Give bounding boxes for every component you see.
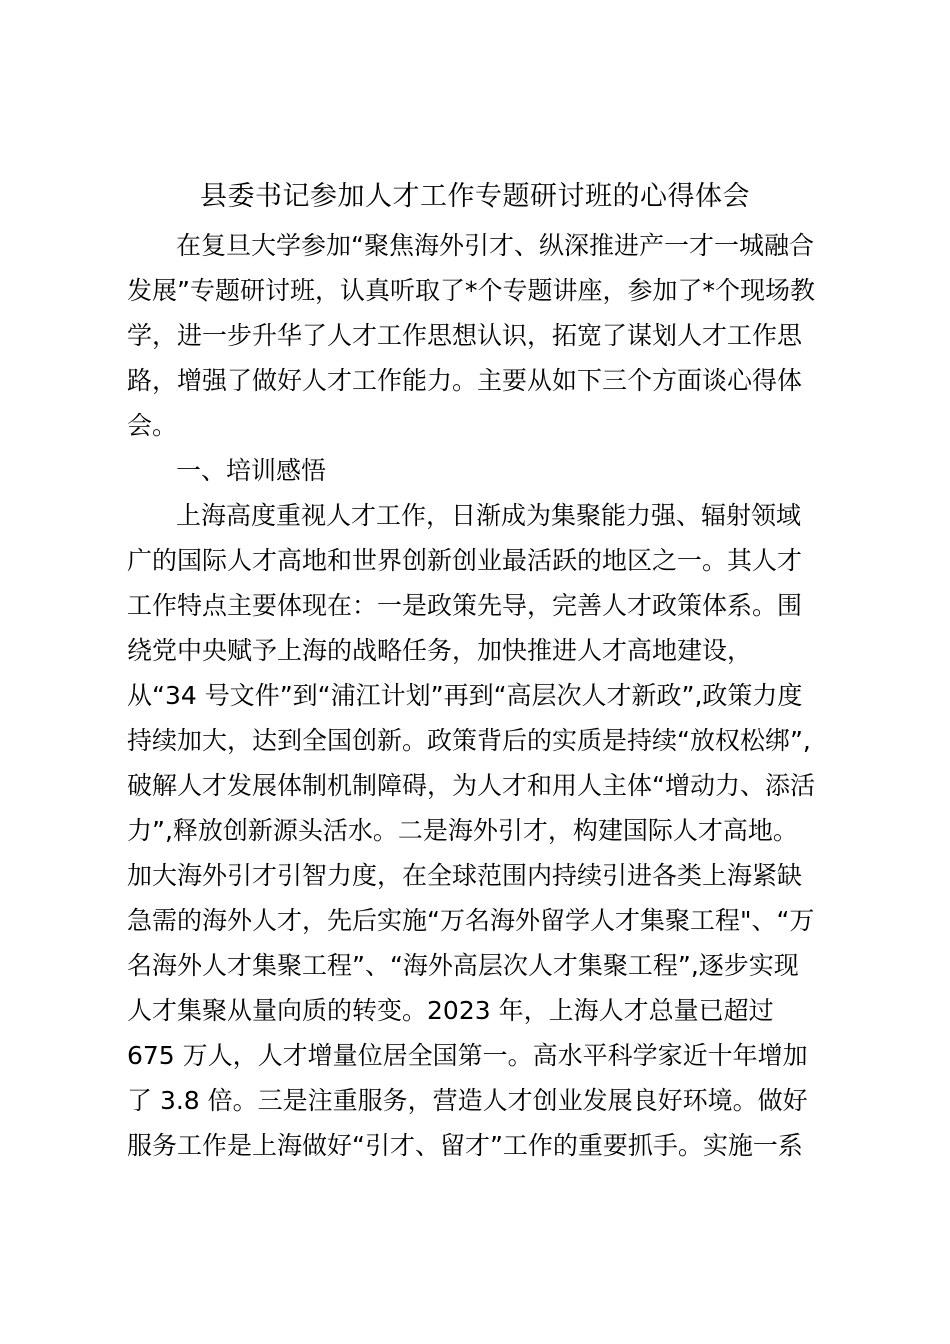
paragraph-line: 名海外人才集聚工程”、“海外高层次人才集聚工程”,逐步实现 (127, 951, 799, 980)
paragraph-line: 破解人才发展体制机制障碍，为人才和用人主体“增动力、添活 (127, 771, 815, 800)
paragraph-line: 上海高度重视人才工作，日渐成为集聚能力强、辐射领域 (176, 501, 802, 530)
paragraph-line: 学，进一步升华了人才工作思想认识，拓宽了谋划人才工作思 (127, 321, 803, 350)
paragraph-line: 人才集聚从量向质的转变。2023 年，上海人才总量已超过 (127, 996, 774, 1025)
paragraph-line: 绕党中央赋予上海的战略任务，加快推进人才高地建设， (127, 636, 753, 665)
document-title: 县委书记参加人才工作专题研讨班的心得体会 (200, 181, 750, 212)
paragraph-line: 在复旦大学参加“聚焦海外引才、纵深推进产一才一城融合 (176, 231, 814, 260)
paragraph-line: 力”,释放创新源头活水。二是海外引才，构建国际人才高地。 (127, 816, 798, 845)
paragraph-line: 持续加大，达到全国创新。政策背后的实质是持续“放权松绑”, (127, 726, 811, 755)
paragraph-line: 发展”专题研讨班，认真听取了*个专题讲座，参加了*个现场教 (127, 276, 815, 305)
paragraph-line: 服务工作是上海做好“引才、留才”工作的重要抓手。实施一系 (127, 1131, 803, 1160)
paragraph-line: 广的国际人才高地和世界创新创业最活跃的地区之一。其人才 (127, 546, 803, 575)
paragraph-line: 加大海外引才引智力度，在全球范围内持续引进各类上海紧缺 (127, 861, 803, 890)
paragraph-line: 了 3.8 倍。三是注重服务，营造人才创业发展良好环境。做好 (127, 1086, 808, 1115)
paragraph-line: 会。 (127, 411, 178, 440)
paragraph-line: 675 万人，人才增量位居全国第一。高水平科学家近十年增加 (127, 1041, 808, 1070)
paragraph-line: 从“34 号文件”到“浦江计划”再到“高层次人才新政”,政策力度 (127, 681, 803, 710)
paragraph-line: 工作特点主要体现在：一是政策先导，完善人才政策体系。围 (127, 591, 803, 620)
section-heading: 一、培训感悟 (176, 456, 327, 485)
paragraph-line: 急需的海外人才，先后实施“万名海外留学人才集聚工程"、“万 (127, 906, 815, 935)
paragraph-line: 路，增强了做好人才工作能力。主要从如下三个方面谈心得体 (127, 366, 803, 395)
